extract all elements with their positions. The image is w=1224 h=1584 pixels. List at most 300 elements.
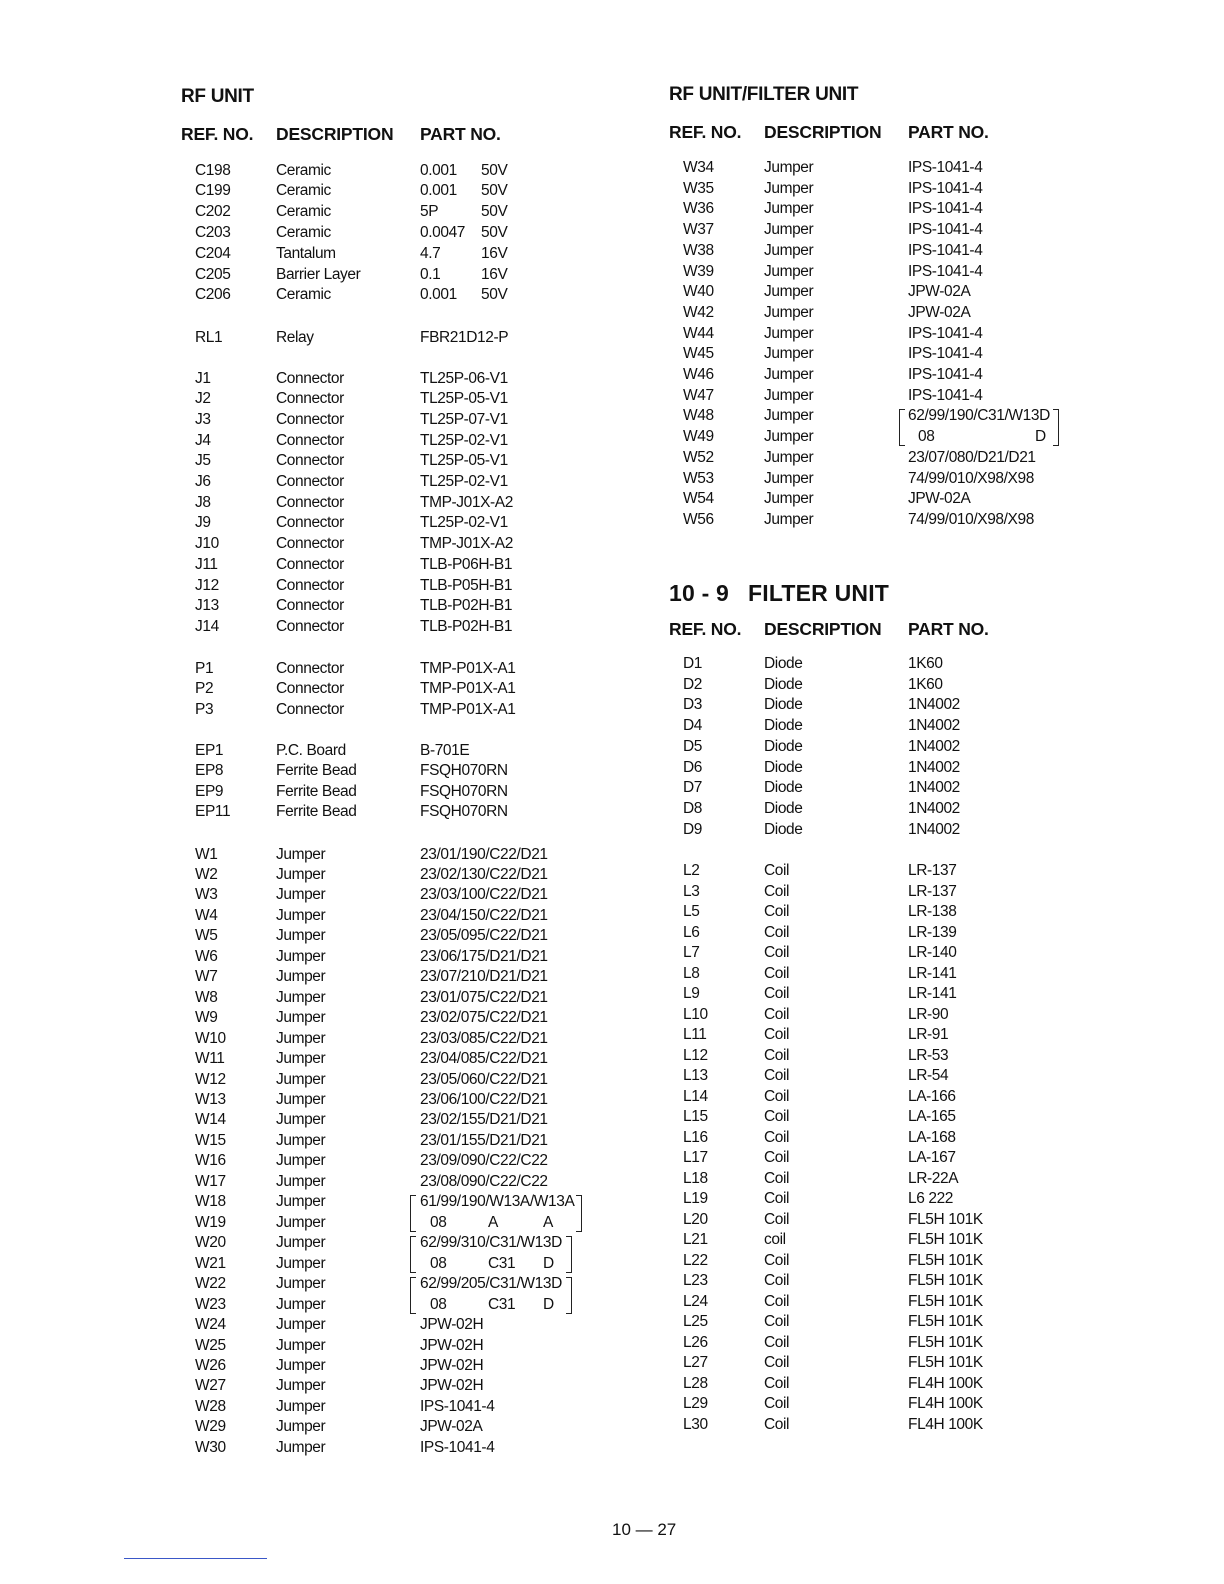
part-no: TMP-P01X-A1 <box>420 700 516 718</box>
description: Coil <box>764 1169 790 1187</box>
part-no-3: A <box>543 1213 553 1231</box>
description: Jumper <box>276 927 326 945</box>
ref-no-header: REF. NO. <box>181 124 254 144</box>
ref-no: W35 <box>683 179 714 197</box>
description: Diode <box>764 820 803 838</box>
ref-no: L14 <box>683 1087 708 1105</box>
ref-no: W37 <box>683 221 714 239</box>
part-no: JPW-02A <box>420 1418 483 1436</box>
part-no: IPS-1041-4 <box>908 366 983 383</box>
part-no: FL4H 100K <box>908 1415 983 1433</box>
part-no: IPS-1041-4 <box>908 159 983 176</box>
description: Jumper <box>276 1070 326 1088</box>
part-no: TMP-J01X-A2 <box>420 493 513 511</box>
description: Connector <box>276 390 344 408</box>
part-no: 23/07/080/D21/D21 <box>908 448 1036 466</box>
description: Jumper <box>276 1357 326 1374</box>
part-no: 5P <box>420 203 439 221</box>
description: Ceramic <box>276 286 331 304</box>
description-header: DESCRIPTION <box>764 122 882 142</box>
ref-no: L24 <box>683 1292 708 1310</box>
ref-no: L29 <box>683 1395 708 1412</box>
description: Jumper <box>276 865 326 883</box>
description: Jumper <box>276 1316 326 1334</box>
ref-no: C199 <box>195 182 231 200</box>
part-no: 08 <box>430 1295 447 1313</box>
description: Jumper <box>276 1295 326 1313</box>
part-no: LR-138 <box>908 903 957 920</box>
part-no: JPW-02A <box>908 490 971 508</box>
part-no: JPW-02H <box>420 1336 484 1354</box>
part-no: TMP-P01X-A1 <box>420 659 516 677</box>
description: Coil <box>764 1272 790 1289</box>
ref-no: L11 <box>683 1026 707 1043</box>
ref-no: W28 <box>195 1397 226 1415</box>
part-no: TL25P-06-V1 <box>420 369 508 387</box>
ref-no: D3 <box>683 696 703 714</box>
part-no: IPS-1041-4 <box>908 324 983 342</box>
part-no: LR-141 <box>908 964 957 982</box>
part-no: TL25P-02-V1 <box>420 473 508 490</box>
description: Diode <box>764 655 803 672</box>
ref-no: D7 <box>683 779 703 797</box>
ref-no: D5 <box>683 737 703 755</box>
part-no: 74/99/010/X98/X98 <box>908 469 1034 487</box>
ref-no: L28 <box>683 1374 708 1392</box>
part-no: 0.001 <box>420 286 457 304</box>
part-no: FL4H 100K <box>908 1395 983 1412</box>
part-no: 1N4002 <box>908 779 960 797</box>
ref-no: EP8 <box>195 762 224 780</box>
part-no: 08 <box>918 428 935 446</box>
part-no: 23/01/155/D21/D21 <box>420 1131 548 1149</box>
ref-no: L18 <box>683 1169 708 1187</box>
part-no: 23/04/085/C22/D21 <box>420 1050 548 1068</box>
description: Jumper <box>276 1193 326 1211</box>
description: Coil <box>764 1313 790 1330</box>
part-no: 1N4002 <box>908 820 960 838</box>
description-header: DESCRIPTION <box>764 619 882 639</box>
description: Jumper <box>764 510 814 528</box>
ref-no: W56 <box>683 510 714 528</box>
ref-no: D4 <box>683 717 703 735</box>
part-no: LR-139 <box>908 923 957 941</box>
description: Coil <box>764 1128 790 1146</box>
part-no: 0.001 <box>420 182 457 200</box>
part-no-2: A <box>488 1213 498 1231</box>
description: Connector <box>276 493 344 511</box>
description: Diode <box>764 717 803 735</box>
ref-no: L8 <box>683 964 700 982</box>
part-no: 23/06/100/C22/D21 <box>420 1091 548 1109</box>
ref-no: W45 <box>683 345 714 363</box>
ref-no: L5 <box>683 903 700 920</box>
ref-no: J5 <box>195 452 211 470</box>
bracket-mark <box>1053 409 1059 428</box>
part-no: 61/99/190/W13A/W13A <box>420 1193 575 1211</box>
ref-no: W48 <box>683 407 714 425</box>
part-no: TLB-P06H-B1 <box>420 555 513 573</box>
table-row <box>0 534 513 555</box>
description: Coil <box>764 923 790 941</box>
ref-no: D8 <box>683 799 703 817</box>
description: Jumper <box>276 1438 326 1456</box>
bracket-mark <box>899 427 905 446</box>
part-no: B-701E <box>420 741 470 759</box>
description: Ferrite Bead <box>276 762 357 780</box>
ref-no: L21 <box>683 1231 708 1248</box>
ref-no: W3 <box>195 886 218 904</box>
ref-no: EP1 <box>195 741 224 759</box>
ref-no: W2 <box>195 865 218 883</box>
description: Jumper <box>276 1377 326 1395</box>
part-no: TMP-P01X-A1 <box>420 680 516 698</box>
description: Coil <box>764 985 790 1002</box>
ref-no: D2 <box>683 675 703 693</box>
description: Jumper <box>276 988 326 1006</box>
part-no: JPW-02H <box>420 1377 484 1395</box>
description: Connector <box>276 410 344 428</box>
part-no: TLB-P02H-B1 <box>420 617 513 635</box>
part-no: 0.001 <box>420 161 457 179</box>
description: Tantalum <box>276 244 336 262</box>
bracket-mark <box>410 1277 416 1296</box>
description: Ceramic <box>276 182 331 200</box>
rating: 50V <box>481 161 508 179</box>
description: Jumper <box>276 1336 326 1354</box>
description: Jumper <box>764 490 814 508</box>
description: Jumper <box>276 1050 326 1068</box>
ref-no: W30 <box>195 1438 226 1456</box>
ref-no: W42 <box>683 303 714 321</box>
description: Coil <box>764 1333 790 1351</box>
description: Jumper <box>276 1111 326 1129</box>
ref-no: L7 <box>683 944 700 961</box>
bracket-mark <box>576 1195 582 1214</box>
part-no: IPS-1041-4 <box>908 241 983 259</box>
ref-no: C204 <box>195 244 231 262</box>
ref-no: C205 <box>195 265 231 283</box>
description: Jumper <box>276 968 326 986</box>
part-no: 23/06/175/D21/D21 <box>420 947 548 965</box>
part-no: 23/05/060/C22/D21 <box>420 1070 548 1088</box>
ref-no: J8 <box>195 493 211 511</box>
rating: 50V <box>481 203 508 221</box>
description: Ceramic <box>276 161 331 179</box>
description: Jumper <box>764 241 814 259</box>
description: Jumper <box>764 221 814 239</box>
ref-no: L9 <box>683 985 700 1002</box>
part-no: 23/05/095/C22/D21 <box>420 927 548 945</box>
part-no: IPS-1041-4 <box>420 1438 495 1456</box>
description: Coil <box>764 1026 790 1043</box>
description: Coil <box>764 1210 790 1228</box>
description: P.C. Board <box>276 741 346 759</box>
description: Jumper <box>764 345 814 363</box>
ref-no: J3 <box>195 410 211 428</box>
description: Jumper <box>764 283 814 301</box>
ref-no: W22 <box>195 1275 226 1293</box>
description: Jumper <box>276 1009 326 1027</box>
ref-no: W52 <box>683 448 714 466</box>
part-no: FL5H 101K <box>908 1272 983 1289</box>
description: Coil <box>764 1251 790 1269</box>
ref-no: L17 <box>683 1149 708 1166</box>
part-no-3: D <box>543 1295 554 1313</box>
ref-no: W5 <box>195 927 218 945</box>
part-no: FBR21D12-P <box>420 328 509 346</box>
ref-no: W40 <box>683 283 714 301</box>
part-no: FSQH070RN <box>420 782 508 800</box>
ref-no: W34 <box>683 159 714 176</box>
ref-no: J9 <box>195 514 211 532</box>
ref-no: W10 <box>195 1029 226 1047</box>
rating: 16V <box>481 244 508 262</box>
part-no: 23/03/100/C22/D21 <box>420 886 548 904</box>
description: Diode <box>764 758 803 776</box>
ref-no: C203 <box>195 223 231 241</box>
ref-no: D6 <box>683 758 703 776</box>
description: Jumper <box>764 448 814 466</box>
description: Diode <box>764 696 803 714</box>
part-no: FL5H 101K <box>908 1231 983 1248</box>
part-no: IPS-1041-4 <box>908 262 983 280</box>
part-no: LR-137 <box>908 862 957 879</box>
ref-no: W53 <box>683 469 714 487</box>
part-no: 1N4002 <box>908 758 960 776</box>
ref-no: L6 <box>683 923 700 941</box>
part-no: TL25P-05-V1 <box>420 452 508 470</box>
description: Jumper <box>764 200 814 218</box>
part-no: IPS-1041-4 <box>908 345 983 363</box>
ref-no: P2 <box>195 680 214 698</box>
description: Jumper <box>276 845 326 863</box>
part-no-header: PART NO. <box>420 124 501 144</box>
description: Diode <box>764 675 803 693</box>
ref-no: J4 <box>195 431 211 449</box>
bracket-mark <box>410 1295 416 1314</box>
description: Jumper <box>764 159 814 176</box>
part-no: 23/01/075/C22/D21 <box>420 988 548 1006</box>
part-no: FSQH070RN <box>420 803 508 821</box>
description: Connector <box>276 576 344 594</box>
part-no: 1N4002 <box>908 696 960 714</box>
part-no: IPS-1041-4 <box>908 200 983 218</box>
ref-no: J1 <box>195 369 211 387</box>
ref-no: W13 <box>195 1091 226 1109</box>
ref-no: W24 <box>195 1316 226 1334</box>
bracket-mark <box>566 1277 572 1296</box>
bracket-mark <box>1053 427 1059 446</box>
description: Relay <box>276 328 314 346</box>
rating: 50V <box>481 223 508 241</box>
ref-no: L26 <box>683 1333 708 1351</box>
description: Jumper <box>764 469 814 487</box>
description: Barrier Layer <box>276 265 361 283</box>
ref-no: W29 <box>195 1418 226 1436</box>
ref-no: W4 <box>195 906 218 924</box>
ref-no: W9 <box>195 1009 218 1027</box>
description: Jumper <box>276 1131 326 1149</box>
table-row <box>0 716 960 737</box>
ref-no: W21 <box>195 1254 226 1272</box>
part-no: LR-141 <box>908 985 957 1002</box>
table-row <box>0 820 960 841</box>
ref-no: L27 <box>683 1354 708 1371</box>
table-row <box>0 303 971 324</box>
rating: 16V <box>481 265 508 283</box>
part-no: 1N4002 <box>908 799 960 817</box>
table-row <box>0 576 513 597</box>
part-no: 23/01/190/C22/D21 <box>420 845 548 863</box>
part-no-3: D <box>1035 428 1046 446</box>
rating: 50V <box>481 286 508 304</box>
ref-no: W47 <box>683 386 714 404</box>
part-no-2: C31 <box>488 1254 516 1272</box>
part-no: 23/02/075/C22/D21 <box>420 1009 548 1027</box>
ref-no: L22 <box>683 1251 708 1269</box>
description: Jumper <box>764 324 814 342</box>
description: Connector <box>276 452 344 470</box>
part-no: LR-90 <box>908 1005 949 1023</box>
bracket-mark <box>566 1236 572 1255</box>
table-row <box>0 1438 495 1459</box>
ref-no: L30 <box>683 1415 708 1433</box>
part-no: JPW-02A <box>908 283 971 301</box>
description: Connector <box>276 659 344 677</box>
description: Connector <box>276 431 344 449</box>
description: Diode <box>764 799 803 817</box>
description: Jumper <box>764 262 814 280</box>
ref-no: L23 <box>683 1272 708 1289</box>
part-no: 08 <box>430 1213 447 1231</box>
part-no: LR-22A <box>908 1169 959 1187</box>
bracket-mark <box>410 1195 416 1214</box>
description: Jumper <box>276 1418 326 1436</box>
ref-no: RL1 <box>195 328 223 346</box>
ref-no: W17 <box>195 1172 226 1190</box>
part-no: JPW-02A <box>908 303 971 321</box>
description: Jumper <box>764 407 814 425</box>
part-no: LA-165 <box>908 1108 956 1125</box>
part-no: 62/99/190/C31/W13D <box>908 407 1050 425</box>
part-no: LA-166 <box>908 1087 956 1105</box>
bracket-mark <box>410 1236 416 1255</box>
footer-rule <box>124 1558 267 1559</box>
table-row <box>0 617 513 638</box>
section-number: 10 - 9 <box>669 580 730 606</box>
part-no: 23/02/130/C22/D21 <box>420 865 548 883</box>
part-no: 23/08/090/C22/C22 <box>420 1172 548 1190</box>
ref-no: W36 <box>683 200 714 218</box>
description: Jumper <box>276 886 326 904</box>
part-no: LA-168 <box>908 1128 956 1146</box>
ref-no-header: REF. NO. <box>669 619 742 639</box>
part-no: LA-167 <box>908 1149 956 1166</box>
part-no: 1K60 <box>908 675 943 693</box>
description: Jumper <box>764 366 814 383</box>
part-no: 23/03/085/C22/D21 <box>420 1029 548 1047</box>
part-no: LR-140 <box>908 944 957 961</box>
part-no: LR-137 <box>908 882 957 900</box>
bracket-mark <box>566 1254 572 1273</box>
part-no: LR-91 <box>908 1026 949 1043</box>
description: coil <box>764 1231 786 1248</box>
ref-no: L16 <box>683 1128 708 1146</box>
description-header: DESCRIPTION <box>276 124 394 144</box>
part-no-header: PART NO. <box>908 619 989 639</box>
page-number: 10 — 27 <box>612 1520 677 1539</box>
table-row <box>0 555 513 576</box>
part-no: FL5H 101K <box>908 1251 983 1269</box>
description: Coil <box>764 1190 790 1207</box>
bracket-mark <box>410 1254 416 1273</box>
filter-unit-title: FILTER UNIT <box>748 580 890 606</box>
ref-no: L19 <box>683 1190 708 1207</box>
description: Coil <box>764 1087 790 1105</box>
description: Coil <box>764 1395 790 1412</box>
part-no-3: D <box>543 1254 554 1272</box>
ref-no: J12 <box>195 576 219 594</box>
part-no: 23/04/150/C22/D21 <box>420 906 548 924</box>
description: Connector <box>276 597 344 615</box>
description: Coil <box>764 1046 790 1064</box>
ref-no: J6 <box>195 473 211 490</box>
part-no: 23/02/155/D21/D21 <box>420 1111 548 1129</box>
part-no: IPS-1041-4 <box>908 221 983 239</box>
ref-no: W11 <box>195 1050 225 1068</box>
description: Jumper <box>276 1254 326 1272</box>
description: Jumper <box>276 1397 326 1415</box>
part-no: FL4H 100K <box>908 1374 983 1392</box>
part-no: IPS-1041-4 <box>420 1397 495 1415</box>
ref-no: W8 <box>195 988 218 1006</box>
part-no: LR-53 <box>908 1046 949 1064</box>
description: Connector <box>276 514 344 532</box>
part-no: TL25P-02-V1 <box>420 431 508 449</box>
ref-no: W15 <box>195 1131 226 1149</box>
rating: 50V <box>481 182 508 200</box>
ref-no: W16 <box>195 1152 226 1170</box>
part-no-2: C31 <box>488 1295 516 1313</box>
ref-no: J11 <box>195 555 218 573</box>
ref-no: W26 <box>195 1357 226 1374</box>
part-no: FSQH070RN <box>420 762 508 780</box>
ref-no: P3 <box>195 700 214 718</box>
ref-no: W18 <box>195 1193 226 1211</box>
part-no: 1N4002 <box>908 737 960 755</box>
description: Coil <box>764 882 790 900</box>
description: Jumper <box>276 1275 326 1293</box>
table-row <box>0 344 983 365</box>
part-no: FL5H 101K <box>908 1333 983 1351</box>
ref-no: W27 <box>195 1377 226 1395</box>
ref-no: W20 <box>195 1234 226 1252</box>
part-no: FL5H 101K <box>908 1292 983 1310</box>
part-no: TMP-J01X-A2 <box>420 535 513 553</box>
description: Coil <box>764 1374 790 1392</box>
description: Connector <box>276 555 344 573</box>
ref-no: C206 <box>195 286 231 304</box>
part-no: IPS-1041-4 <box>908 179 983 197</box>
description: Diode <box>764 779 803 797</box>
description: Ferrite Bead <box>276 782 357 800</box>
part-no: 1N4002 <box>908 717 960 735</box>
description: Connector <box>276 535 344 553</box>
part-no: 0.0047 <box>420 223 466 241</box>
ref-no: C202 <box>195 203 231 221</box>
part-no: 23/07/210/D21/D21 <box>420 968 548 986</box>
